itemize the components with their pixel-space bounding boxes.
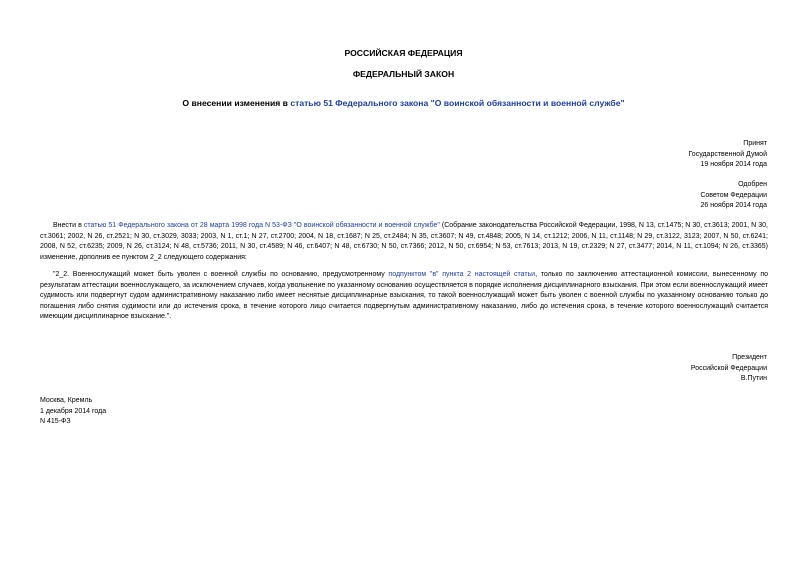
paragraph2-suffix: , только по заключению аттестационной комиссии, вынесенному по результатам аттестации военнослужащего, за исключением случаев, когда увольнение по указанному основанию осуществляется в порядке исполнения дисциплинарного взыскания. При этом если военнослужащий имеет судимость или подвергнут судом административному наказанию либо имеет неснятые дисциплинарные взыскания, то такой военнослужащий может быть уволен с военной службы по указанному основанию только до погашения либо снятия судимости или до истечения срока, в течение которого лицо считается подвергнутым административному наказанию, либо до истечения срока, в течение которого военнослужащий считается имеющим дисциплинарное взыскание.". xyxy=(40,271,768,320)
accepted-label: Принят xyxy=(743,140,767,147)
signature-block xyxy=(691,353,767,385)
accepted-block xyxy=(688,139,767,171)
paragraph2-subclause-link[interactable]: подпунктом "в" пункта 2 настоящей статьи xyxy=(388,271,536,278)
law-title-link[interactable]: статью 51 Федерального закона "О воинской обязанности и военной службе" xyxy=(290,98,625,108)
law-number: N 415-ФЗ xyxy=(40,418,71,425)
place-city: Москва, Кремль xyxy=(40,397,93,404)
approved-body: Советом Федерации xyxy=(700,191,767,199)
accepted-date: 19 ноября 2014 года xyxy=(700,161,767,168)
law-title-prefix: О внесении изменения в xyxy=(182,98,291,108)
signature-name: В.Путин xyxy=(740,375,767,382)
paragraph-amendment xyxy=(40,221,768,263)
approved-label: Одобрен xyxy=(738,181,767,188)
paragraph1-suffix: (Собрание законодательства Российской Федерации, 1998, N 13, ст.1475; N 30, ст.3613; 2001, N 30, ст.3061; 2002, N 26, ст.2521; N 30, ст.3029, 3033; 2003, N 1, ст.1; N 27, ст.2700; 2004, N 18, ст.1687; N 25, ст.2484; N 35, ст.3607; N 49, ст.4848; 2005, N 14, ст.1212; 2006, N 11, ст.1148; N 29, ст.3122, 3123; 2007, N 50, ст.6241; 2008, N 52, ст.6235; 2009, N 26, ст.3124; N 48, ст.5736; 2011, N 30, ст.4589; N 46, ст.6407; N 48, ст.6730; N 50, ст.7366; 2012, N 50, ст.6954; N 53, ст.7613; 2013, N 19, ст.2329; N 27, ст.3477; 2014, N 11, ст.1094; N 26, ст.3365) изменение, дополнив ее пунктом 2_2 следующего содержания: xyxy=(40,222,769,261)
paragraph1-prefix: Внести в xyxy=(53,222,84,229)
signature-title: Президент xyxy=(732,354,767,361)
signature-country: Российской Федерации xyxy=(690,364,767,372)
place-date-block xyxy=(40,396,106,428)
accepted-body: Государственной Думой xyxy=(688,150,767,158)
place-date: 1 декабря 2014 года xyxy=(40,407,107,415)
approved-block xyxy=(700,180,767,212)
paragraph1-law-link[interactable]: статью 51 Федерального закона от 28 марта 1998 года N 53-ФЗ "О воинской обязанности и военной службе" xyxy=(83,222,440,229)
approved-date: 26 ноября 2014 года xyxy=(700,202,767,209)
law-title xyxy=(0,98,807,108)
law-type-heading: ФЕДЕРАЛЬНЫЙ ЗАКОН xyxy=(352,69,455,79)
paragraph2-prefix: "2_2. Военнослужащий может быть уволен с военной службы по основанию, предусмотренному xyxy=(53,271,389,278)
federation-heading: РОССИЙСКАЯ ФЕДЕРАЦИЯ xyxy=(344,48,463,58)
paragraph-new-clause xyxy=(40,270,768,323)
